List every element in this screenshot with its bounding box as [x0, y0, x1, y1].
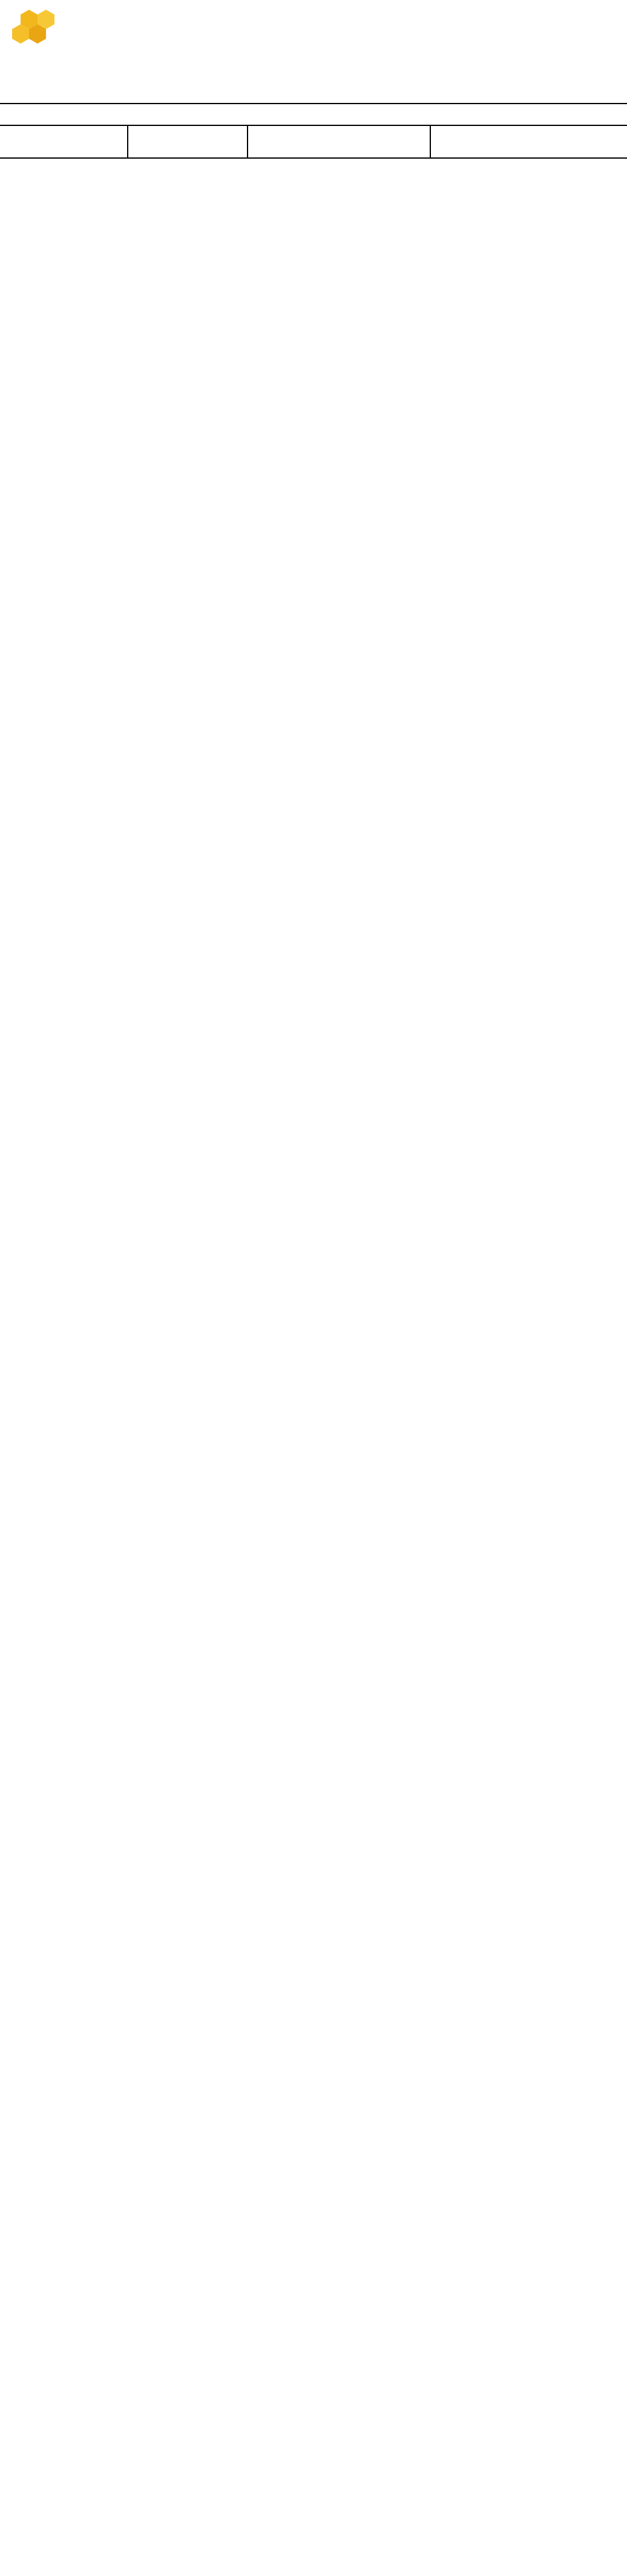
header-item	[0, 126, 128, 157]
table-title	[0, 104, 627, 126]
header-specifications	[248, 126, 431, 157]
company-email[interactable]	[121, 69, 569, 85]
company-header	[0, 0, 627, 104]
table-header-row	[0, 126, 627, 159]
company-mobile	[121, 85, 569, 102]
company-logo	[6, 5, 97, 78]
company-address	[121, 53, 569, 69]
company-name-2	[121, 20, 569, 36]
header-packing	[431, 126, 627, 157]
company-name-1	[121, 4, 569, 20]
company-website[interactable]	[121, 36, 569, 53]
company-contact-block	[121, 4, 569, 102]
header-pictures	[128, 126, 248, 157]
